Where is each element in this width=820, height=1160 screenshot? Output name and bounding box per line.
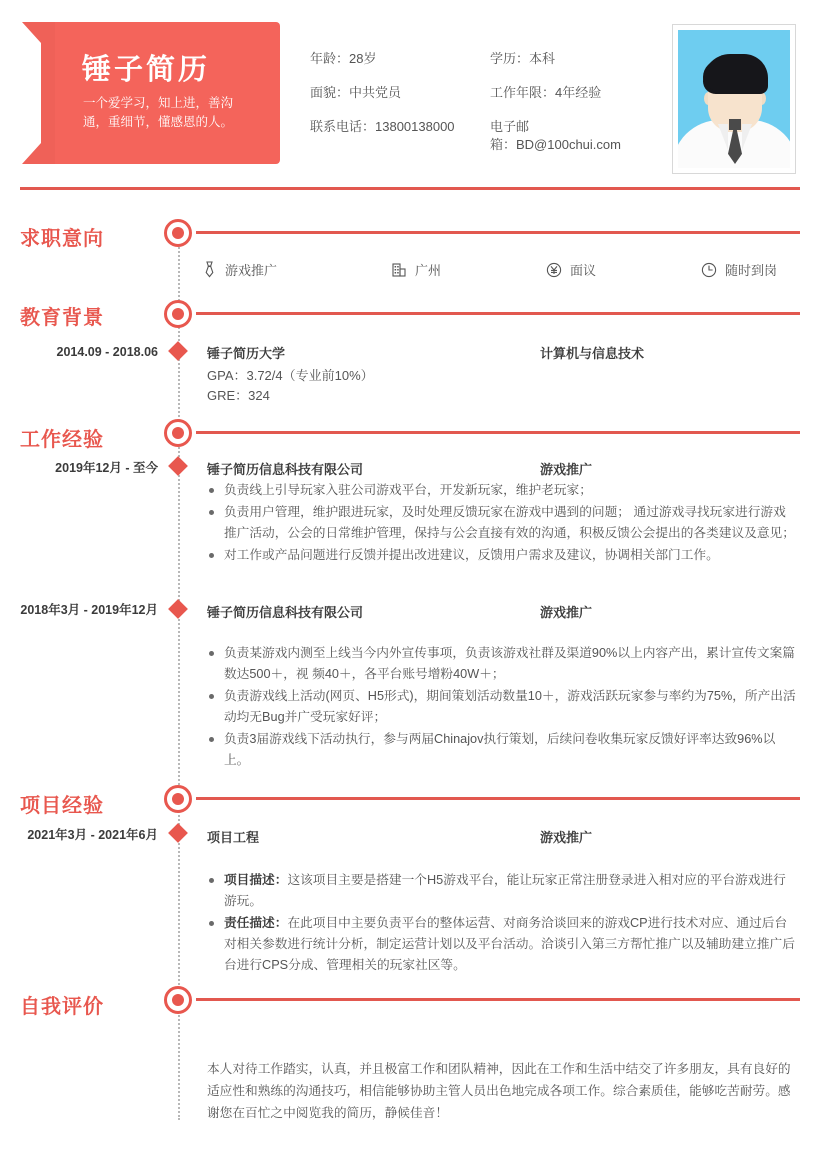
intention-location-label: 广州 [415, 263, 442, 278]
work-role-2: 游戏推广 [540, 605, 593, 620]
ribbon-body [55, 22, 280, 164]
resume-header [0, 0, 820, 190]
work-date-2: 2018年3月 - 2019年12月 [20, 603, 158, 617]
section-title-self-eval: 自我评价 [20, 996, 104, 1018]
clock-icon [700, 261, 718, 279]
avatar-collar-left [718, 124, 728, 150]
list-item: 负责用户管理，维护跟进玩家，及时处理反馈玩家在游戏中遇到的问题； 通过游戏寻找玩家进行游戏推广活动，公会的日常维护管理，保持与公会直接有效的沟通，积极反馈公会提出的各类建议及意见； [207, 502, 797, 544]
yen-circle-icon [545, 261, 563, 279]
section-marker-education [164, 300, 192, 328]
intention-position-label: 游戏推广 [225, 263, 278, 278]
entry-diamond-project [168, 823, 188, 843]
education-gpa: GPA：3.72/4（专业前10%） [207, 368, 374, 383]
contact-column-right [490, 50, 660, 171]
section-rule-education [196, 312, 800, 315]
self-eval-paragraph: 本人对待工作踏实，认真，并且极富工作和团队精神，因此在工作和生活中结交了许多朋友，具有良好的适应性和熟练的沟通技巧，相信能够协助主管人员出色地完成各项工作。综合素质佳，能够吃苦耐劳。感谢您在百忙之中阅览我的简历，静候佳音！ [207, 1062, 791, 1120]
necktie-icon [200, 261, 218, 279]
avatar-illustration [678, 30, 790, 168]
name-ribbon [22, 22, 280, 164]
intention-availability-label: 随时到岗 [725, 263, 778, 278]
section-rule-intention [196, 231, 800, 234]
entry-diamond-work-1 [168, 456, 188, 476]
section-rule-self-eval [196, 998, 800, 1001]
work-date-1: 2019年12月 - 至今 [55, 461, 158, 475]
list-item [207, 913, 797, 976]
work-role-1: 游戏推广 [540, 462, 593, 477]
education-school: 锤子简历大学 [207, 346, 286, 361]
candidate-name: 锤子简历 [82, 54, 211, 86]
contact-political-status: 面貌：中共党员 [310, 85, 402, 100]
contact-email [490, 118, 660, 154]
avatar-collar-right [742, 124, 752, 150]
contact-age: 年龄：28岁 [310, 51, 377, 66]
section-marker-intention [164, 219, 192, 247]
project-desc-text: 这该项目主要是搭建一个H5游戏平台，能让玩家正常注册登录进入相对应的平台游戏进行游玩。 [224, 873, 786, 908]
contact-experience: 工作年限：4年经验 [490, 85, 602, 100]
contact-phone: 联系电话：13800138000 [310, 119, 455, 134]
education-major: 计算机与信息技术 [540, 346, 645, 361]
list-item: 负责某游戏内测至上线当今内外宣传事项，负责该游戏社群及渠道90%以上内容产出，累计宣传文案篇数达500＋，视 频40＋，各平台账号增粉40W＋； [207, 643, 797, 685]
intention-salary-label: 面议 [570, 263, 597, 278]
section-marker-project [164, 785, 192, 813]
section-title-work: 工作经验 [20, 429, 104, 451]
list-item [207, 870, 797, 912]
contact-degree: 学历：本科 [490, 51, 556, 66]
work-bullets-2 [207, 643, 797, 772]
project-duty-text: 在此项目中主要负责平台的整体运营、对商务洽谈回来的游戏CP进行技术对应、通过后台对相关参数进行统计分析，制定运营计划以及平台活动。洽谈引入第三方帮忙推广以及辅助建立推广后台进行CPS分成、管理相关的玩家社区等。 [224, 916, 795, 972]
section-title-education: 教育背景 [20, 307, 104, 329]
section-marker-self-eval [164, 986, 192, 1014]
work-bullets-1 [207, 480, 797, 567]
section-marker-work [164, 419, 192, 447]
section-title-intention: 求职意向 [20, 228, 104, 250]
project-bullets [207, 870, 797, 977]
project-duty-label: 责任描述： [224, 916, 288, 930]
avatar-hair-sweep [703, 60, 733, 90]
intention-items [200, 260, 800, 279]
intention-location [390, 260, 545, 279]
candidate-slogan: 一个爱学习，知上进，善沟通，重细节，懂感恩的人。 [83, 96, 234, 129]
avatar [672, 24, 796, 174]
building-icon [390, 261, 408, 279]
entry-diamond-education [168, 341, 188, 361]
project-date: 2021年3月 - 2021年6月 [27, 828, 158, 842]
contact-email-line2: 箱：BD@100chui.com [490, 137, 621, 152]
contact-email-line1: 电子邮 [490, 119, 530, 134]
intention-availability [700, 260, 777, 279]
header-divider [20, 187, 800, 190]
list-item: 负责3届游戏线下活动执行，参与两届Chinajov执行策划，后续问卷收集玩家反馈好评率达致96%以上。 [207, 729, 797, 771]
work-company-1: 锤子简历信息科技有限公司 [207, 462, 364, 477]
intention-salary [545, 260, 700, 279]
list-item: 对工作或产品问题进行反馈并提出改进建议，反馈用户需求及建议，协调相关部门工作。 [207, 545, 797, 566]
section-title-project: 项目经验 [20, 795, 104, 817]
education-date: 2014.09 - 2018.06 [56, 345, 158, 359]
section-rule-project [196, 797, 800, 800]
section-rule-work [196, 431, 800, 434]
project-name: 项目工程 [207, 830, 260, 845]
education-gre: GRE：324 [207, 388, 270, 403]
list-item: 负责游戏线上活动(网页、H5形式)，期间策划活动数量10＋，游戏活跃玩家参与率约为75%，所产出活动均无Bug并广受玩家好评； [207, 686, 797, 728]
project-role: 游戏推广 [540, 830, 593, 845]
list-item: 负责线上引导玩家入驻公司游戏平台，开发新玩家，维护老玩家； [207, 480, 797, 501]
entry-diamond-work-2 [168, 599, 188, 619]
contact-column-left [310, 50, 480, 152]
project-desc-label: 项目描述： [224, 873, 288, 887]
work-company-2: 锤子简历信息科技有限公司 [207, 605, 364, 620]
intention-position [200, 260, 390, 279]
